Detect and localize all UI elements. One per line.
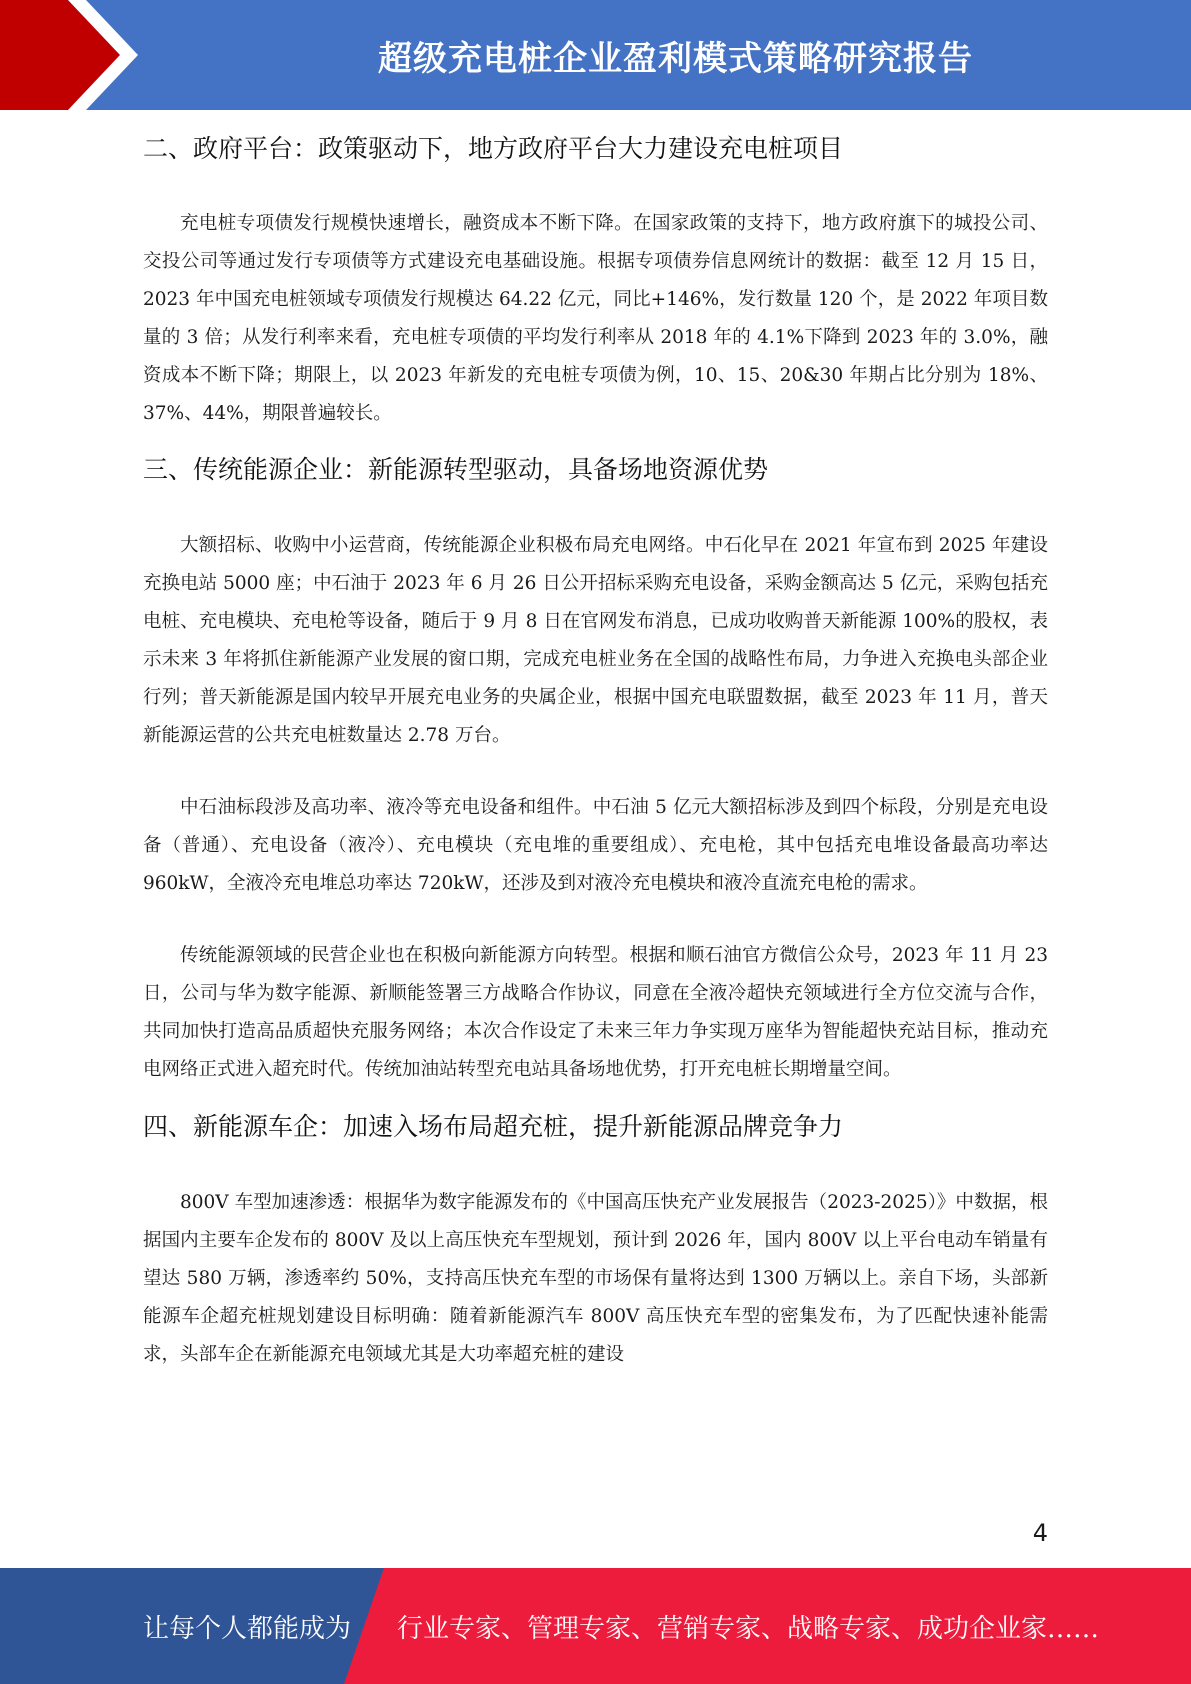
paragraph: 800V 车型加速渗透：根据华为数字能源发布的《中国高压快充产业发展报告（2023-2025）》中数据，根据国内主要车企发布的 800V 及以上高压快充车型规划，预计到 2026 年，国内 800V 以上平台电动车销量有望达 580 万辆，渗透率约 50%，支持高压快充车型的市场保有量将达到 1300 万辆以上。亲自下场，头部新能源车企超充桩规划建设目标明确：随着新能源汽车 800V 高压快充车型的密集发布，为了匹配快速补能需求，头部车企在新能源充电领域尤其是大功率超充桩的建设 [143,1192,1048,1365]
paragraph: 传统能源领域的民营企业也在积极向新能源方向转型。根据和顺石油官方微信公众号，2023 年 11 月 23 日，公司与华为数字能源、新顺能签署三方战略合作协议，同意在全液冷超快充领域进行全方位交流与合作，共同加快打造高品质超快充服务网络；本次合作设定了未来三年力争实现万座华为智能超快充站目标，推动充电网络正式进入超充时代。传统加油站转型充电站具备场地优势，打开充电桩长期增量空间。 [143,945,1048,1080]
paragraph: 大额招标、收购中小运营商，传统能源企业积极布局充电网络。中石化早在 2021 年宣布到 2025 年建设充换电站 5000 座；中石油于 2023 年 6 月 26 日公开招标采购充电设备，采购金额高达 5 亿元，采购包括充电桩、充电模块、充电枪等设备，随后于 9 月 8 日在官网发布消息，已成功收购普天新能源 100%的股权，表示未来 3 年将抓住新能源产业发展的窗口期，完成充电桩业务在全国的战略性布局，力争进入充换电头部企业行列；普天新能源是国内较早开展充电业务的央属企业，根据中国充电联盟数据，截至 2023 年 11 月，普天新能源运营的公共充电桩数量达 2.78 万台。 [143,535,1048,746]
section-heading-traditional-energy: 三、传统能源企业：新能源转型驱动，具备场地资源优势 [143,455,769,484]
footer-slogan-right: 行业专家、管理专家、营销专家、战略专家、成功企业家…… [397,1613,1100,1644]
paragraph: 中石油标段涉及高功率、液冷等充电设备和组件。中石油 5 亿元大额招标涉及到四个标段，分别是充电设备（普通）、充电设备（液冷）、充电模块（充电堆的重要组成）、充电枪，其中包括充电堆设备最高功率达 960kW，全液冷充电堆总功率达 720kW，还涉及到对液冷充电模块和液冷直流充电枪的需求。 [143,797,1048,894]
page-footer [0,1568,1191,1684]
section-heading-government-platform: 二、政府平台：政策驱动下，地方政府平台大力建设充电桩项目 [143,134,844,163]
paragraph: 充电桩专项债发行规模快速增长，融资成本不断下降。在国家政策的支持下，地方政府旗下的城投公司、交投公司等通过发行专项债等方式建设充电基础设施。根据专项债券信息网统计的数据：截至 12 月 15 日，2023 年中国充电桩领域专项债发行规模达 64.22 亿元，同比+146%，发行数量 120 个，是 2022 年项目数量的 3 倍；从发行利率来看，充电桩专项债的平均发行利率从 2018 年的 4.1%下降到 2023 年的 3.0%，融资成本不断下降；期限上，以 2023 年新发的充电桩专项债为例，10、15、20&30 年期占比分别为 18%、37%、44%，期限普遍较长。 [143,213,1048,424]
page-header [0,0,1191,110]
footer-slogan-left: 让每个人都能成为 [143,1613,352,1644]
page-number: 4 [1032,1519,1048,1547]
header-chevron-decoration [0,0,200,110]
report-title: 超级充电桩企业盈利模式策略研究报告 [378,38,973,79]
document-body [143,110,1048,1374]
section-heading-new-energy-automakers: 四、新能源车企：加速入场布局超充桩，提升新能源品牌竞争力 [143,1112,844,1141]
